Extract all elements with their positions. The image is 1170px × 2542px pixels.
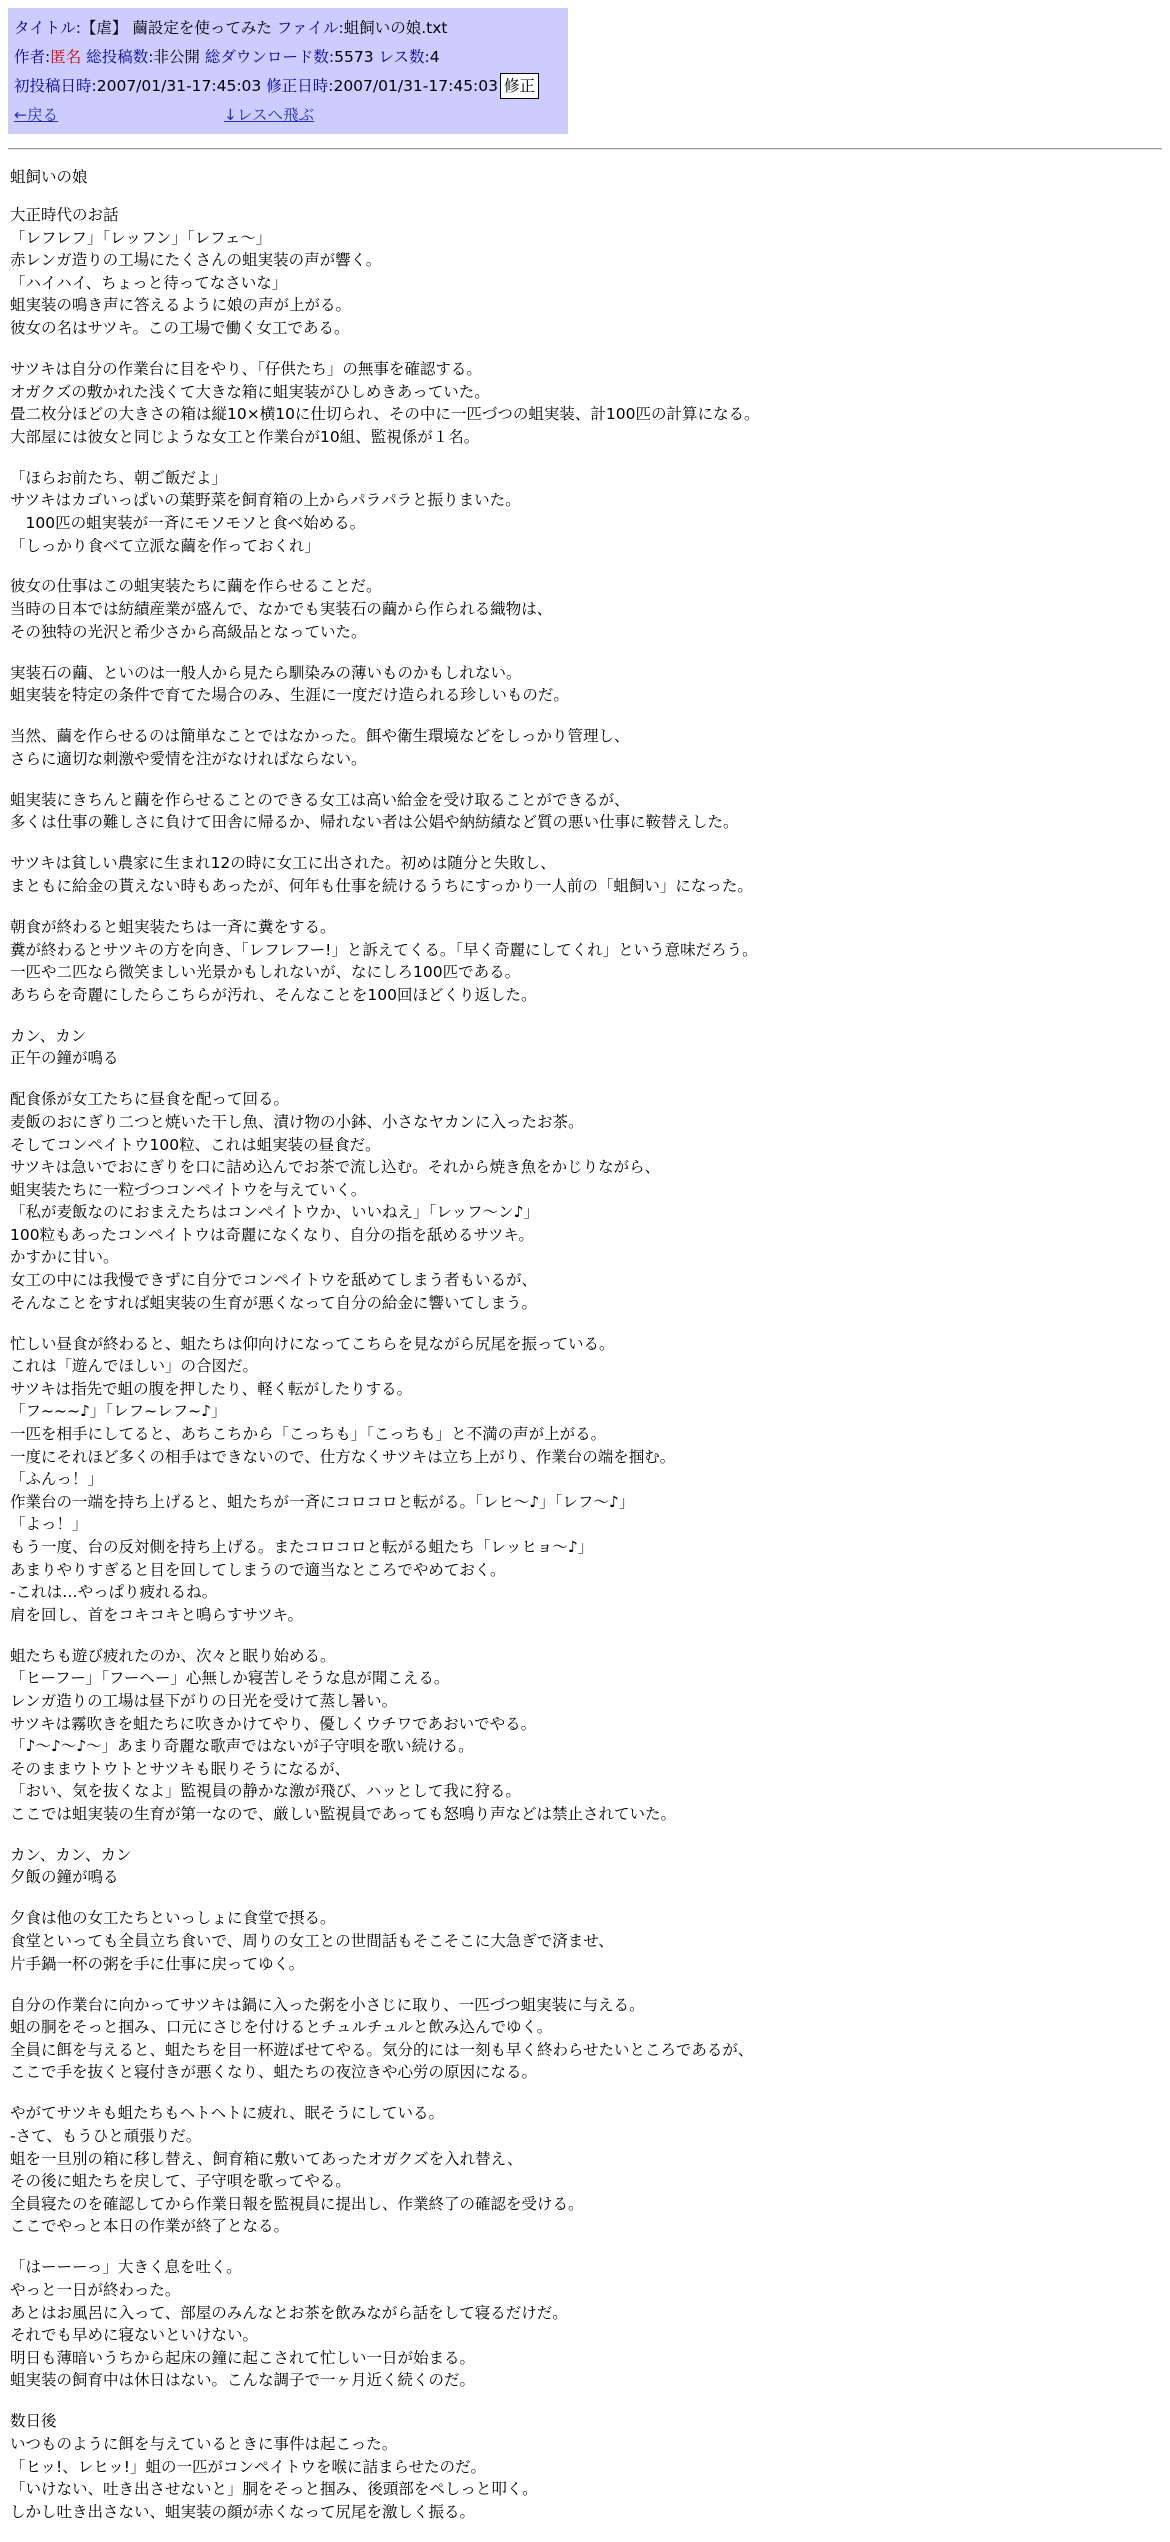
story-line: 大正時代のお話 [10,206,119,224]
story-paragraph [10,358,1160,448]
story-line: その独特の光沢と希少さから高級品となっていた。 [10,622,367,641]
story-line: 100粒もあったコンペイトウは奇麗になくなり、自分の指を舐めるサツキ。 [10,1225,534,1244]
story-paragraph [10,1088,1160,1314]
story-line: 蛆実装の鳴き声に答えるように娘の声が上がる。 [10,296,352,315]
story-line: ここで手を抜くと寝付きが悪くなり、蛆たちの夜泣きや心労の原因になる。 [10,2063,538,2082]
back-link[interactable]: ←戻る [14,106,58,124]
story-line: そしてコンペイトウ100粒、これは蛆実装の昼食だ。 [10,1135,381,1154]
story-line: レンガ造りの工場は昼下がりの日光を受けて蒸し暑い。 [10,1691,398,1710]
story-line: 食堂といっても全員立ち食いで、周りの女工との世間話もそこそこに大急ぎで済ませ、 [10,1932,614,1951]
story-line: 「いけない、吐き出させないと」胴をそっと掴み、後頭部をペしっと叩く。 [10,2480,538,2499]
replies-value: 4 [429,48,440,66]
story-line: 数日後 [10,2412,57,2431]
story-line: 自分の作業台に向かってサツキは鍋に入った粥を小さじに取り、一匹づつ蛆実装に与える。 [10,1995,645,2014]
story-line: サツキは急いでおにぎりを口に詰め込んでお茶で流し込む。それから焼き魚をかじりながら、 [10,1158,661,1177]
story-line: 蛆たちも遊び疲れたのか、次々と眠り始める。 [10,1646,336,1665]
story-line: 「ほらお前たち、朝ご飯だよ」 [10,468,228,487]
story-line: 「♪〜♪〜♪〜」あまり奇麗な歌声ではないが子守唄を歌い続ける。 [10,1737,474,1756]
story-paragraph [10,1645,1160,1826]
story-line: 「ふんっ！」 [10,1470,104,1489]
story-line: 全員に餌を与えると、蛆たちを目一杯遊ばせてやる。気分的には一刻も早く終わらせたいところであるが、 [10,2040,754,2059]
story-line: 「レフレフ」「レッフン」「レフェ〜」 [10,228,272,247]
dates-row [14,72,562,101]
story-line: 蛆を一旦別の箱に移し替え、飼育箱に敷いてあったオガクズを入れ替え、 [10,2149,523,2168]
file-label: ファイル: [276,19,344,37]
story-line: 夕食は他の女工たちといっしょに食堂で摂る。 [10,1909,336,1928]
story-line: サツキは自分の作業台に目をやり、「仔供たち」の無事を確認する。 [10,359,482,378]
story-line: サツキは貧しい農家に生まれ12の時に女工に出された。初めは随分と失敗し、 [10,854,556,873]
title-value: 【虐】 繭設定を使ってみた [80,19,272,37]
posts-value: 非公開 [153,48,200,66]
story-line: 蛆実装の飼育中は休日はない。こんな調子で一ヶ月近く続くのだ。 [10,2371,476,2390]
story-line: やがてサツキも蛆たちもヘトヘトに疲れ、眠そうにしている。 [10,2104,445,2123]
story-line: カン、カン [10,1026,87,1045]
story-line: 「私が麦飯なのにおまえたちはコンペイトウか、いいねえ」「レッフ〜ン♪」 [10,1203,539,1222]
story-paragraph [10,1333,1160,1627]
story-paragraph [10,1025,1160,1070]
modified-label: 修正日時: [266,77,334,95]
story-line: 正午の鐘が鳴る [10,1049,119,1068]
story-line: 「ハイハイ、ちょっと待ってなさいな」 [10,273,288,292]
story-line: -これは…やっぱり疲れるね。 [10,1583,218,1602]
story-line: その後に蛆たちを戻して、子守唄を歌ってやる。 [10,2172,351,2191]
story-line: サツキは指先で蛆の腹を押したり、軽く転がしたりする。 [10,1379,413,1398]
file-info-header [8,8,568,134]
story-paragraph [10,1844,1160,1889]
nav-links [14,101,562,130]
horizontal-divider [8,148,1162,150]
story-line: あちらを奇麗にしたらこちらが汚れ、そんなことを100回ほどくり返した。 [10,985,537,1004]
story-line: やっと一日が終わった。 [10,2280,181,2299]
story-line: 一度にそれほど多くの相手はできないので、仕方なくサツキは立ち上がり、作業台の端を掴む。 [10,1447,676,1466]
posts-label: 総投稿数: [86,48,154,66]
file-value: 蛆飼いの娘.txt [343,19,448,37]
first-post-value: 2007/01/31-17:45:03 [96,77,262,95]
story-line: 一匹を相手にしてると、あちこちから「こっちも」「こっちも」と不満の声が上がる。 [10,1425,607,1444]
downloads-value: 5573 [334,48,374,66]
story-line: 全員寝たのを確認してから作業日報を監視員に提出し、作業終了の確認を受ける。 [10,2194,584,2213]
story-line: 彼女の名はサツキ。この工場で働く女工である。 [10,318,350,337]
story-line: 蛆実装にきちんと繭を作らせることのできる女工は高い給金を受け取ることができるが、 [10,790,630,809]
story-line: 当時の日本では紡績産業が盛んで、なかでも実装石の繭から作られる織物は、 [10,600,553,619]
edit-button[interactable]: 修正 [500,73,539,99]
story-line: 大部屋には彼女と同じような女工と作業台が10組、監視係が１名。 [10,427,480,446]
story-line: 蛆実装を特定の条件で育てた場合のみ、生涯に一度だけ造られる珍しいものだ。 [10,686,569,705]
story-line: 作業台の一端を持ち上げると、蛆たちが一斉にコロコロと転がる。「レヒ〜♪」「レフ〜♪」 [10,1492,635,1511]
story-line: 「フ~~~♪」「レフ~レフ~♪」 [10,1402,227,1421]
story-line: サツキは霧吹きを蛆たちに吹きかけてやり、優しくウチワであおいでやる。 [10,1714,537,1733]
story-line: 夕飯の鐘が鳴る [10,1868,119,1887]
author-label: 作者: [14,48,51,66]
story-line: いつものように餌を与えているときに事件は起こった。 [10,2434,398,2453]
story-line: 麦飯のおにぎり二つと焼いた干し魚、漬け物の小鉢、小さなヤカンに入ったお茶。 [10,1112,584,1131]
story-line: まともに給金の貰えない時もあったが、何年も仕事を続けるうちにすっかり一人前の「蛆飼い」になった。 [10,876,753,895]
jump-to-replies-link[interactable]: ↓レスへ飛ぶ [224,106,315,124]
story-line: あとはお風呂に入って、部屋のみんなとお茶を飲みながら話をして寝るだけだ。 [10,2303,568,2322]
story-line: あまりやりすぎると目を回してしまうので適当なところでやめておく。 [10,1560,506,1579]
story-paragraph [10,725,1160,770]
story-line: 赤レンガ造りの工場にたくさんの蛆実装の声が響く。 [10,251,382,270]
story-line: 片手鍋一杯の粥を手に仕事に戻ってゆく。 [10,1954,305,1973]
story-line: 明日も薄暗いうちから起床の鐘に起こされて忙しい一日が始まる。 [10,2348,476,2367]
story-line: しかし吐き出さない、蛆実装の顔が赤くなって尻尾を激しく振る。 [10,2502,476,2521]
story-line: 糞が終わるとサツキの方を向き、「レフレフー!」と訴えてくる。「早く奇麗にしてくれ」という意味だろう。 [10,940,758,959]
story-line: 当然、繭を作らせるのは簡単なことではなかった。餌や衛生環境などをしっかり管理し、 [10,727,630,746]
title-label: タイトル: [14,19,81,37]
story-line: さらに適切な刺激や愛情を注がなければならない。 [10,749,367,768]
story-line: 「はーーーっ」大きく息を吐く。 [10,2258,242,2277]
story-line: ここでやっと本日の作業が終了となる。 [10,2217,290,2236]
story-line: 蛆実装たちに一粒づつコンペイトウを与えていく。 [10,1180,367,1199]
story-paragraph [10,662,1160,707]
story-line: 畳二枚分ほどの大きさの箱は縦10×横10に仕切られ、その中に一匹づつの蛆実装、計100匹の計算になる。 [10,405,760,424]
story-line: 「ヒーフー」「フーヘー」心無しか寝苦しそうな息が聞こえる。 [10,1669,450,1688]
story-line: 朝食が終わると蛆実装たちは一斉に糞をする。 [10,917,336,936]
title-row [14,14,562,43]
story-paragraph [10,789,1160,834]
story-line: 蛆の胴をそっと掴み、口元にさじを付けるとチュルチュルと飲み込んでゆく。 [10,2018,553,2037]
story-line: 多くは仕事の難しさに負けて田舎に帰るか、帰れない者は公娼や納紡績など質の悪い仕事に鞍替えした。 [10,813,739,832]
story-line: 忙しい昼食が終わると、蛆たちは仰向けになってこちらを見ながら尻尾を振っている。 [10,1334,615,1353]
story-line: オガクズの敷かれた浅くて大きな箱に蛆実装がひしめきあっていた。 [10,382,490,401]
author-row [14,43,562,72]
author-value: 匿名 [50,48,82,66]
story-line: そんなことをすれば蛆実装の生育が悪くなって自分の給金に響いてしまう。 [10,1293,538,1312]
story-paragraph [10,204,1160,340]
story-line: ここでは蛆実装の生育が第一なので、厳しい監視員であっても怒鳴り声などは禁止されていた。 [10,1804,677,1823]
story-paragraph [10,1907,1160,1975]
story-line: 配食係が女工たちに昼食を配って回る。 [10,1090,290,1109]
story-paragraph [10,575,1160,643]
story-paragraph [10,2256,1160,2392]
downloads-label: 総ダウンロード数: [204,48,335,66]
story-paragraph [10,2102,1160,2238]
story-line: 「ヒッ!、レヒッ!」蛆の一匹がコンペイトウを喉に詰まらせたのだ。 [10,2457,487,2476]
story-line: -さて、もうひと頑張りだ。 [10,2127,202,2145]
story-line: 肩を回し、首をコキコキと鳴らすサツキ。 [10,1605,303,1624]
story-paragraph [10,467,1160,557]
story-line: サツキはカゴいっぱいの葉野菜を飼育箱の上からパラパラと振りまいた。 [10,491,521,510]
story-line: 女工の中には我慢できずに自分でコンペイトウを舐めてしまう者もいるが、 [10,1271,538,1290]
story-paragraph [10,2410,1160,2523]
modified-value: 2007/01/31-17:45:03 [333,77,498,95]
replies-label: レス数: [378,48,430,66]
story-line: もう一度、台の反対側を持ち上げる。またコロコロと転がる蛆たち「レッヒョ〜♪」 [10,1537,594,1556]
story-paragraph [10,1994,1160,2084]
story-line: 「よっ！」 [10,1515,88,1534]
story-line: 一匹や二匹なら微笑ましい光景かもしれないが、なにしろ100匹である。 [10,963,521,982]
story-title: 蛆飼いの娘 [10,168,88,186]
story-paragraph [10,916,1160,1006]
story-line: かすかに甘い。 [10,1248,119,1267]
story-line: 100匹の蛆実装が一斉にモソモソと食べ始める。 [10,513,366,532]
story-line: 「しっかり食べて立派な繭を作っておくれ」 [10,536,321,555]
story-line: それでも早めに寝ないといけない。 [10,2326,259,2345]
story-line: カン、カン、カン [10,1845,132,1864]
story-line: 彼女の仕事はこの蛆実装たちに繭を作らせることだ。 [10,577,382,596]
story-paragraph [10,852,1160,897]
story-line: 実装石の繭、といのは一般人から見たら馴染みの薄いものかもしれない。 [10,663,522,682]
story-line: これは「遊んでほしい」の合図だ。 [10,1357,259,1376]
story-line: そのままウトウトとサツキも眠りそうになるが、 [10,1759,351,1778]
story-line: 「おい、気を抜くなよ」監視員の静かな激が飛び、ハッとして我に狩る。 [10,1782,521,1801]
first-post-label: 初投稿日時: [14,77,97,95]
story-body [10,204,1160,2542]
